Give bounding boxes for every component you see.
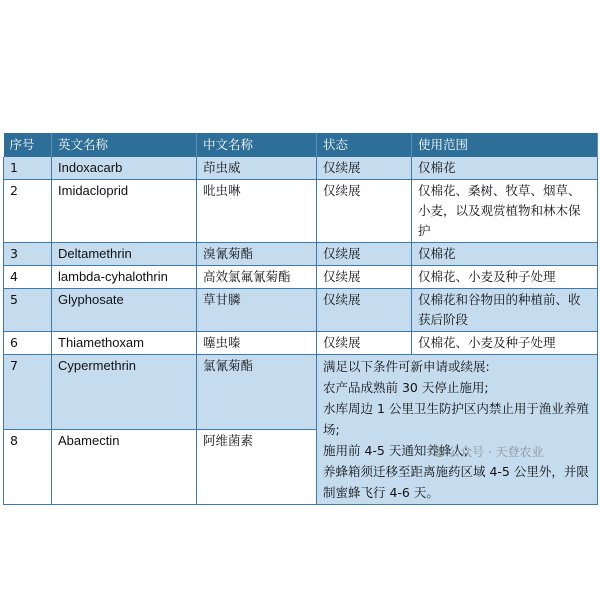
cell-chinese-name: 茚虫威 [197,157,317,180]
cell-chinese-name: 噻虫嗪 [197,332,317,355]
cell-no: 2 [4,180,52,243]
cell-scope: 仅棉花、桑树、牧草、烟草、小麦，以及观赏植物和林木保护 [412,180,598,243]
cell-status: 仅续展 [317,332,412,355]
cell-chinese-name: 溴氰菊酯 [197,243,317,266]
cell-english-name: lambda-cyhalothrin [52,266,197,289]
cell-no: 3 [4,243,52,266]
header-scope: 使用范围 [412,133,598,157]
condition-line: 水库周边 1 公里卫生防护区内禁止用于渔业养殖场; [323,401,589,437]
cell-english-name: Deltamethrin [52,243,197,266]
cell-chinese-name: 草甘膦 [197,289,317,332]
header-english-name: 英文名称 [52,133,197,157]
cell-english-name: Cypermethrin [52,355,197,430]
cell-english-name: Indoxacarb [52,157,197,180]
condition-line: 农产品成熟前 30 天停止施用; [323,380,489,395]
watermark-text: 公众号 · 天登农业 [448,445,544,459]
table-row [4,289,598,332]
cell-status: 仅续展 [317,157,412,180]
cell-english-name: Thiamethoxam [52,332,197,355]
condition-line: 满足以下条件可新申请或续展: [323,359,490,374]
header-status: 状态 [317,133,412,157]
cell-chinese-name: 氯氰菊酯 [197,355,317,430]
cell-chinese-name: 吡虫啉 [197,180,317,243]
header-no: 序号 [4,133,52,157]
cell-english-name: Abamectin [52,430,197,505]
table-row [4,180,598,243]
cell-status: 仅续展 [317,289,412,332]
cell-chinese-name: 高效氯氟氰菊酯 [197,266,317,289]
cell-no: 4 [4,266,52,289]
cell-status: 仅续展 [317,266,412,289]
cell-english-name: Glyphosate [52,289,197,332]
watermark [430,443,543,460]
condition-line: 养蜂箱须迁移至距离施药区域 4-5 公里外，并限制蜜蜂飞行 4-6 天。 [323,464,589,500]
cell-status: 仅续展 [317,243,412,266]
table-row [4,332,598,355]
cell-no: 1 [4,157,52,180]
cell-scope: 仅棉花和谷物田的种植前、收获后阶段 [412,289,598,332]
cell-no: 5 [4,289,52,332]
cell-status: 仅续展 [317,180,412,243]
table-row [4,243,598,266]
cell-english-name: Imidacloprid [52,180,197,243]
table-row [4,266,598,289]
cell-scope: 仅棉花、小麦及种子处理 [412,332,598,355]
cell-scope: 仅棉花、小麦及种子处理 [412,266,598,289]
cell-no: 6 [4,332,52,355]
conditions-cell [317,355,598,505]
table-row [4,355,598,430]
cell-no: 7 [4,355,52,430]
cell-scope: 仅棉花 [412,243,598,266]
cell-chinese-name: 阿维菌素 [197,430,317,505]
header-chinese-name: 中文名称 [197,133,317,157]
condition-line: 施用前 4-5 天通知养蜂人; [323,443,469,458]
cell-scope: 仅棉花 [412,157,598,180]
table-header-row [4,133,598,157]
cell-no: 8 [4,430,52,505]
table-row [4,157,598,180]
wechat-icon [430,446,444,458]
